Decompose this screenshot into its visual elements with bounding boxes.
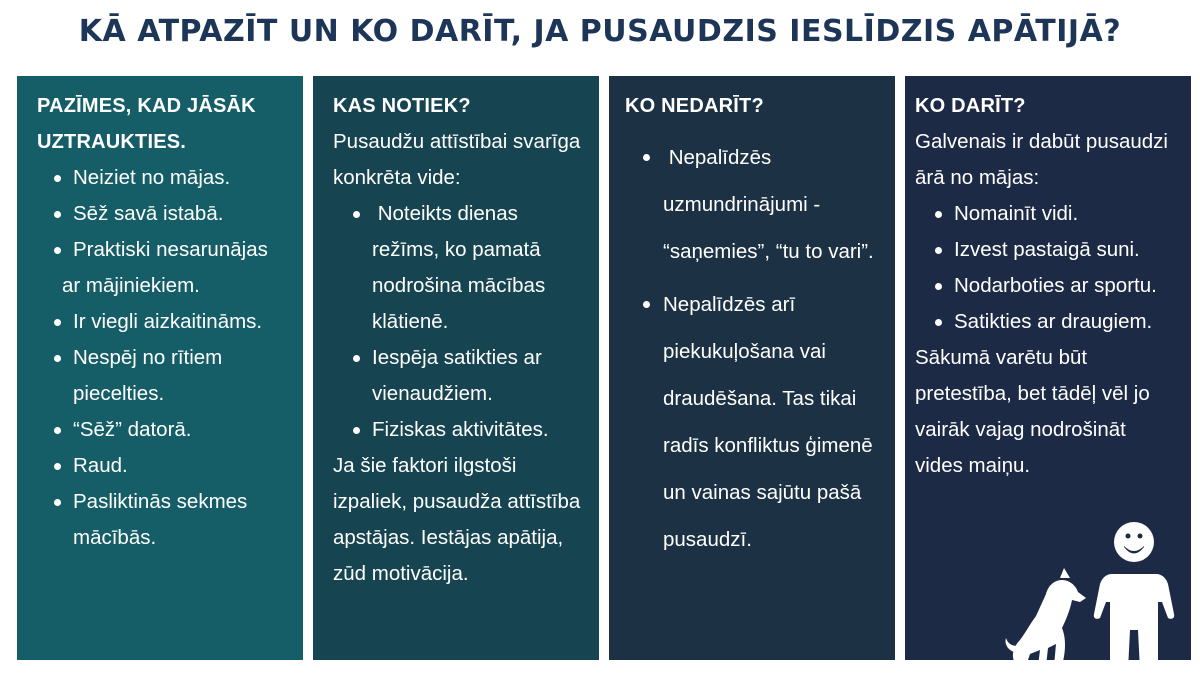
what-not-to-do-panel [609, 76, 895, 660]
panel-heading: KO DARĪT? [915, 95, 1026, 117]
person-with-dog-icon [1000, 520, 1175, 670]
list-item: Pasliktinās sekmes mācībās. [37, 484, 289, 556]
dont-list [625, 134, 881, 563]
panel-intro: Galvenais ir dabūt pusaudzi ārā no mājas: [915, 130, 1168, 189]
list-item: Noteikts dienas režīms, ko pamatā nodrošina mācības klātienē. [333, 196, 585, 340]
panel-heading: KAS NOTIEK? [333, 95, 471, 117]
list-item: Sēž savā istabā. [37, 196, 289, 232]
page-title: KĀ ATPAZĪT UN KO DARĪT, JA PUSAUDZIS IESLĪDZIS APĀTIJĀ? [78, 14, 1122, 49]
panel-intro: Pusaudžu attīstībai svarīga konkrēta vide: [333, 130, 581, 189]
list-item-continuation: ar mājiniekiem. [62, 274, 200, 297]
list-item: Neiziet no mājas. [37, 160, 289, 196]
panel-heading: KO NEDARĪT? [625, 95, 764, 117]
list-item: “Sēž” datorā. [37, 412, 289, 448]
list-item [37, 232, 289, 304]
dog-icon [1005, 568, 1086, 666]
person-icon [1094, 522, 1174, 670]
list-item: Iespēja satikties ar vienaudžiem. [333, 340, 585, 412]
do-list [915, 196, 1177, 340]
panel-heading: PAZĪMES, KAD JĀSĀK UZTRAUKTIES. [37, 95, 256, 153]
what-happens-panel [313, 76, 599, 660]
list-item: Satikties ar draugiem. [915, 304, 1177, 340]
needs-list [333, 196, 585, 448]
list-item: Nomainīt vidi. [915, 196, 1177, 232]
list-item-text: Praktiski nesarunājas [73, 238, 268, 261]
list-item: Fiziskas aktivitātes. [333, 412, 585, 448]
list-item: Izvest pastaigā suni. [915, 232, 1177, 268]
list-item: Nepalīdzēs uzmundrinājumi - “saņemies”, “tu to vari”. [625, 134, 881, 275]
panel-outro: Ja šie faktori ilgstoši izpaliek, pusaudža attīstība apstājas. Iestājas apātija, zūd motivācija. [333, 454, 581, 585]
list-item: Ir viegli aizkaitināms. [37, 304, 289, 340]
list-item: Raud. [37, 448, 289, 484]
panel-outro: Sākumā varētu būt pretestība, bet tādēļ vēl jo vairāk vajag nodrošināt vides maiņu. [915, 346, 1150, 477]
signs-panel [17, 76, 303, 660]
list-item: Nodarboties ar sportu. [915, 268, 1177, 304]
list-item: Nespēj no rītiem piecelties. [37, 340, 289, 412]
list-item: Nepalīdzēs arī piekukuļošana vai draudēšana. Tas tikai radīs konfliktus ģimenē un vainas sajūtu pašā pusaudzī. [625, 281, 881, 563]
signs-list [37, 160, 289, 556]
